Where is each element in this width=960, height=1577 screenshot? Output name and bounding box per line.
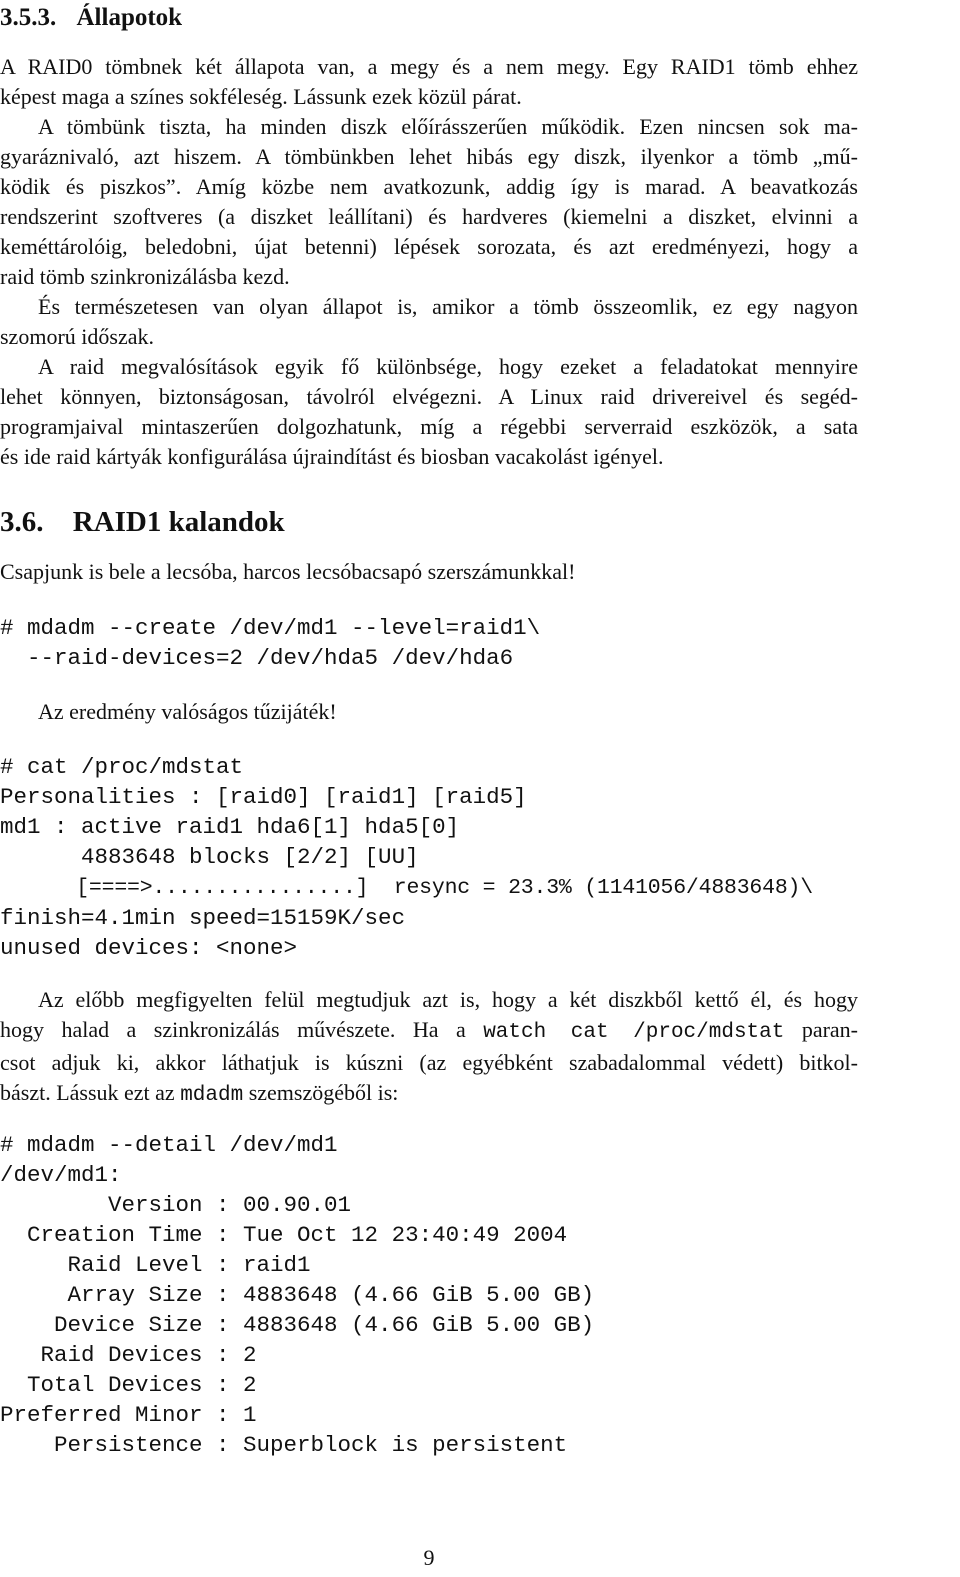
text-fragment: hogy halad a szinkronizálás művészete. Ha a [0,1017,484,1042]
code-line: Array Size : 4883648 (4.66 GiB 5.00 GB) [0,1282,595,1308]
code-line: # mdadm --detail /dev/md1 [0,1132,338,1158]
paragraph-clean-dirty [0,112,858,292]
caption-fireworks: Az eredmény valóságos tűzijáték! [38,699,337,724]
code-block-mdstat [0,752,813,963]
text-line: raid tömb szinkronizálásba kezd. [0,264,290,289]
text-line: A raid megvalósítások egyik fő különbsége, hogy ezeket a feladatokat mennyire [38,354,858,379]
text-fragment: bászt. Lássuk ezt az [0,1080,181,1105]
text-line: És természetesen van olyan állapot is, amikor a tömb összeomlik, ez egy nagyon [38,294,858,319]
code-line: Version : 00.90.01 [0,1192,352,1218]
code-line: finish=4.1min speed=15159K/sec [0,905,406,931]
section-heading-allapotok [0,4,182,32]
text-line [0,1015,858,1048]
text-line: A tömbünk tiszta, ha minden diszk előírásszerűen működik. Ezen nincsen sok ma- [38,114,858,139]
text-line: képest maga a színes sokféleség. Lássunk ezek közül párat. [0,84,522,109]
code-line: Device Size : 4883648 (4.66 GiB 5.00 GB) [0,1312,595,1338]
text-fragment: szemszögéből is: [243,1080,399,1105]
text-line: Az előbb megfigyelten felül megtudjuk azt is, hogy a két diszkből kettő él, és hogy [38,987,858,1012]
code-block-mdadm-detail [0,1130,594,1460]
text-line: ködik és piszkos”. Amíg közbe nem avatkozunk, addig így is marad. A beavatkozás [0,174,858,199]
page-number: 9 [423,1545,435,1570]
code-line: unused devices: <none> [0,935,298,961]
code-line: # mdadm --create /dev/md1 --level=raid1\ [0,615,541,641]
code-line: Persistence : Superblock is persistent [0,1432,568,1458]
code-line: 4883648 blocks [2/2] [UU] [0,844,419,870]
code-block-mdadm-create [0,613,540,673]
text-line: gyaráznivaló, azt hiszem. A tömbünkben lehet hibás egy diszk, ilyenkor a tömb „mű- [0,144,858,169]
code-line: /dev/md1: [0,1162,122,1188]
paragraph-implementations [0,352,858,472]
text-line: szomorú időszak. [0,324,154,349]
code-line: Raid Level : raid1 [0,1252,311,1278]
code-line: [====>................] resync = 23.3% (1141056/4883648)\ [0,876,813,900]
section-heading-raid1-kalandok [0,506,285,539]
text-line: csot adjuk ki, akkor láthatjuk is kúszni (az egyébként szabadalommal védett) bitkol- [0,1050,858,1075]
section-title: RAID1 kalandok [72,506,285,538]
code-line: Raid Devices : 2 [0,1342,257,1368]
text-line: és ide raid kártyák konfigurálása újraindítást és biosban vacakolást igényel. [0,444,664,469]
section-title: Állapotok [76,4,183,31]
inline-code: watch cat /proc/mdstat [483,1021,785,1044]
code-line: # cat /proc/mdstat [0,754,244,780]
text-line: A RAID0 tömbnek két állapota van, a megy és a nem megy. Egy RAID1 tömb ehhez [0,54,858,79]
text-line [0,1078,858,1111]
section-number: 3.5.3. [0,4,57,31]
code-line: Total Devices : 2 [0,1372,257,1398]
code-line: --raid-devices=2 /dev/hda5 /dev/hda6 [0,645,514,671]
text-fragment: paran- [784,1017,858,1042]
paragraph-raid-states [0,52,858,112]
code-line: md1 : active raid1 hda6[1] hda5[0] [0,814,460,840]
paragraph-intro [0,557,858,587]
code-line: Preferred Minor : 1 [0,1402,257,1428]
code-line: Personalities : [raid0] [raid1] [raid5] [0,784,527,810]
text-line: rendszerint szoftveres (a diszket leállítani) és hardveres (kiemelni a diszket, elvinni a [0,204,858,229]
text-line: lehet könnyen, biztonságosan, távolról elvégezni. A Linux raid drivereivel és segéd- [0,384,858,409]
section-number: 3.6. [0,506,44,538]
text-line: programjaival mintaszerűen dolgozhatunk, míg a régebbi serverraid eszközök, a sata [0,414,858,439]
code-line: Creation Time : Tue Oct 12 23:40:49 2004 [0,1222,568,1248]
text-line: Csapjunk is bele a lecsóba, harcos lecsóbacsapó szerszámunkkal! [0,559,576,584]
text-line: keméttárolóig, beledobni, újat betenni) lépések sorozata, és azt eredményezi, hogy a [0,234,858,259]
paragraph-watch [0,985,858,1111]
paragraph-collapse [0,292,858,352]
inline-code: mdadm [180,1084,244,1107]
